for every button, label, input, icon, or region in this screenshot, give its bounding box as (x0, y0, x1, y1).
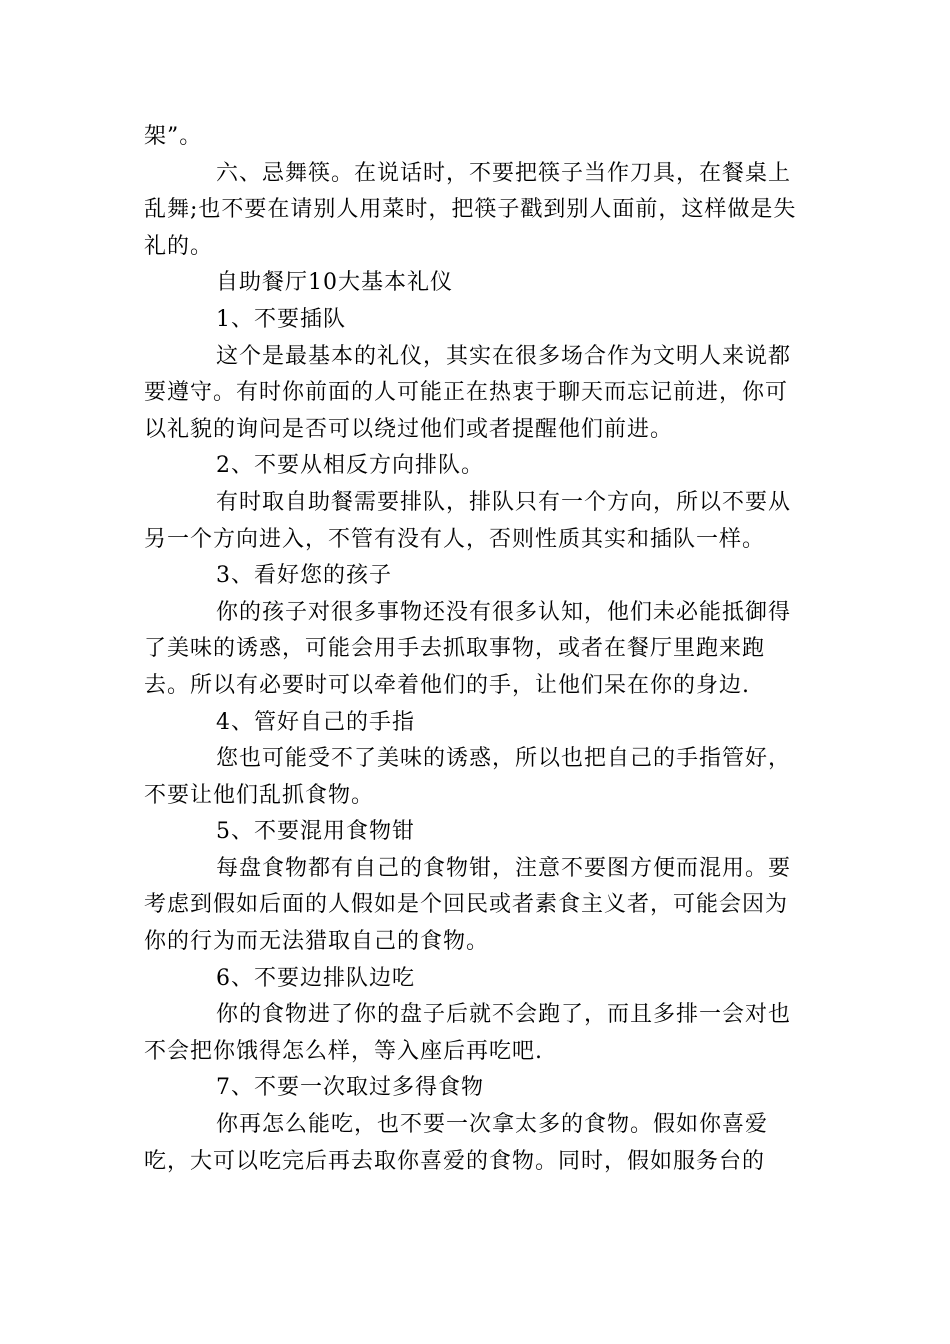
item-heading-5: 5、不要混用食物钳 (216, 819, 415, 845)
paragraph-continuation: 架”。 (144, 124, 203, 149)
item-body-1: 这个是最基本的礼仪，其实在很多场合作为文明人来说都要遵守。有时你前面的人可能正在热衷于聊天而忘记前进，你可以礼貌的询问是否可以绕过他们或者提醒他们前进。 (144, 343, 792, 442)
document-body (144, 119, 806, 1180)
item-body-5: 每盘食物都有自己的食物钳，注意不要图方便而混用。要考虑到假如后面的人假如是个回民或者素食主义者，可能会因为你的行为而无法猎取自己的食物。 (144, 855, 792, 955)
item-heading-3: 3、看好您的孩子 (216, 563, 392, 589)
section-heading: 自助餐厅10大基本礼仪 (216, 270, 453, 296)
item-body-4: 您也可能受不了美味的诱惑，所以也把自己的手指管好，不要让他们乱抓食物。 (144, 746, 792, 808)
paragraph-rule-6: 六、忌舞筷。在说话时，不要把筷子当作刀具，在餐桌上乱舞;也不要在请别人用菜时，把筷子戳到别人面前，这样做是失礼的。 (144, 160, 797, 259)
item-heading-2: 2、不要从相反方向排队。 (216, 453, 484, 479)
item-heading-4: 4、管好自己的手指 (216, 709, 415, 735)
item-heading-6: 6、不要边排队边吃 (216, 965, 415, 991)
item-body-7: 你再怎么能吃，也不要一次拿太多的食物。假如你喜爱吃，大可以吃完后再去取你喜爱的食物。同时，假如服务台的 (144, 1112, 769, 1174)
item-heading-1: 1、不要插队 (216, 306, 346, 332)
item-body-6: 你的食物进了你的盘子后就不会跑了，而且多排一会对也不会把你饿得怎么样，等入座后再吃吧. (144, 1002, 792, 1064)
item-body-3: 你的孩子对很多事物还没有很多认知，他们未必能抵御得了美味的诱惑，可能会用手去抓取事物，或者在餐厅里跑来跑去。所以有必要时可以牵着他们的手，让他们呆在你的身边. (144, 599, 792, 698)
item-heading-7: 7、不要一次取过多得食物 (216, 1075, 484, 1101)
item-body-2: 有时取自助餐需要排队，排队只有一个方向，所以不要从另一个方向进入，不管有没有人，否则性质其实和插队一样。 (144, 489, 792, 552)
